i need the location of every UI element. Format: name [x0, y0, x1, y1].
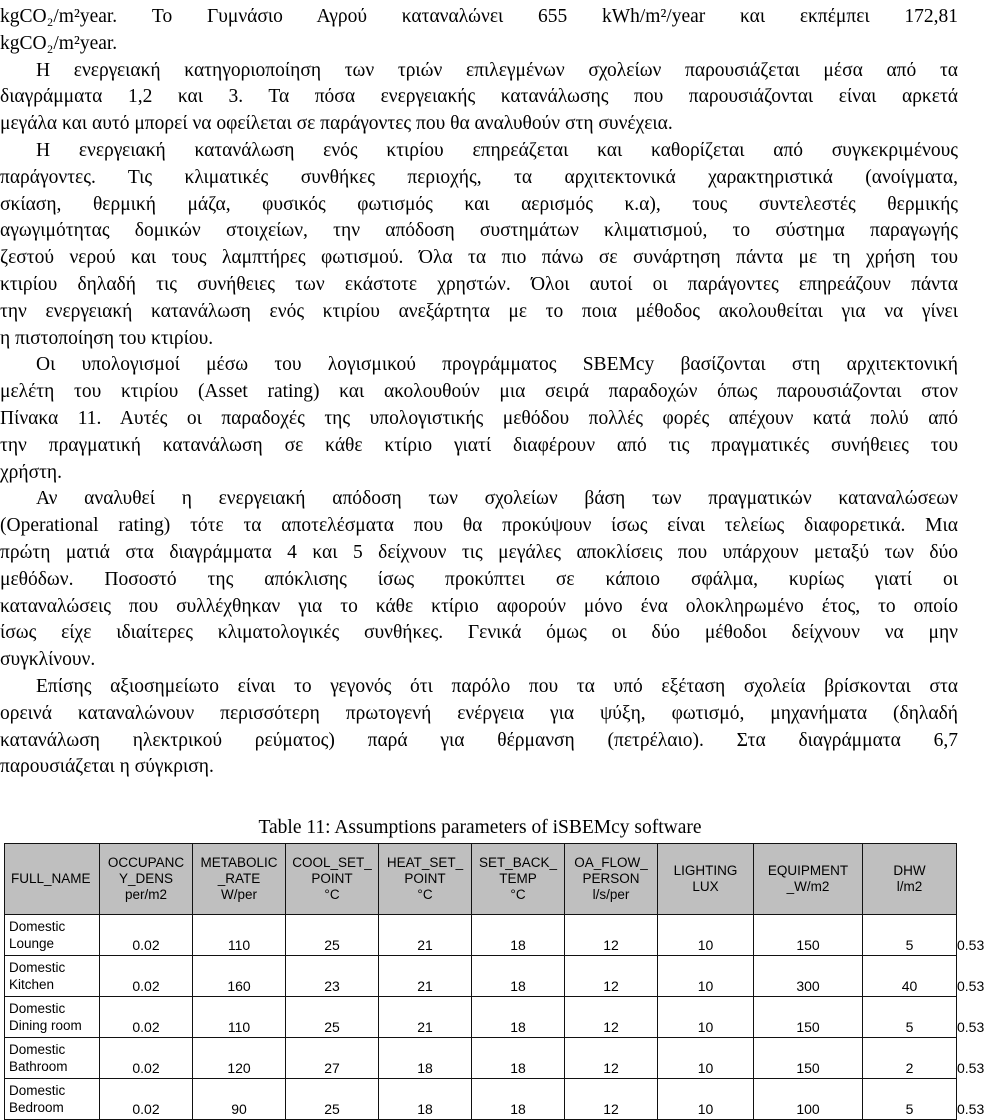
text-line: παράγοντες. Τις κλιματικές συνθήκες περιοχής, τα αρχιτεκτονικά χαρακτηριστικά (ανοίγματα,	[0, 166, 958, 188]
text-line: κατανάλωση ηλεκτρικού ρεύματος) παρά για θέρμανση (πετρέλαιο). Στα διαγράμματα 6,7	[0, 729, 958, 751]
column-header: LIGHTING LUX	[658, 844, 754, 915]
table-cell: 110	[193, 997, 286, 1038]
table-cell: 18	[472, 997, 565, 1038]
table-cell: 100	[754, 1079, 863, 1120]
body-text	[0, 4, 958, 781]
text-line: η πιστοποίηση του κτιρίου.	[0, 327, 214, 349]
table-cell: 5	[863, 1079, 957, 1120]
table-cell: 0.02	[100, 915, 193, 956]
text-line: Αν αναλυθεί η ενεργειακή απόδοση των σχολείων βάση των πραγματικών καταναλώσεων	[36, 488, 958, 510]
text-line: μεθόδων. Ποσοστό της απόκλισης ίσως προκύπτει σε κάποιο σφάλμα, κυρίως γιατί οι	[0, 568, 958, 590]
column-header: DHW l/m2	[863, 844, 957, 915]
text-line: την ενεργειακή κατανάλωση ενός κτιρίου ανεξάρτητα με το ποια μέθοδος ακολουθείται για να γίνει	[0, 300, 958, 322]
assumptions-table	[4, 843, 984, 1120]
table-cell: 25	[286, 915, 379, 956]
table-cell: 10	[658, 1079, 754, 1120]
table-cell: 5	[863, 997, 957, 1038]
column-header: FULL_NAME	[5, 844, 100, 915]
table-cell: 21	[379, 956, 472, 997]
table-cell: 12	[565, 956, 658, 997]
table-row: Domestic Lounge 0.02 110 25 21 18 12 10 150 5 0.53	[5, 915, 957, 956]
text-line: την πραγματική κατανάλωση σε κάθε κτίριο γιατί διαφέρουν από τις πραγματικές συνήθειες του	[0, 434, 958, 456]
column-header: OCCUPANC Y_DENS per/m2	[100, 844, 193, 915]
text-line: καταναλώσεις που συλλέχθηκαν για το κάθε κτίριο αφορούν μόνο ένα ολοκληρωμένο έτος, το οποίο	[0, 595, 958, 617]
table-cell: 2	[863, 1038, 957, 1079]
table-caption: Table 11: Assumptions parameters of iSBEMcy software	[258, 817, 702, 838]
text-line: Η ενεργειακή κατηγοριοποίηση των τριών επιλεγμένων σχολείων παρουσιάζεται μέσα από τα	[36, 59, 958, 81]
column-header: SET_BACK_ TEMP °C	[472, 844, 565, 915]
table-cell: 160	[193, 956, 286, 997]
table-cell: 18	[379, 1038, 472, 1079]
table-cell: 18	[472, 1038, 565, 1079]
table-row: Domestic Bedroom 0.02 90 25 18 18 12 10 100 5 0.53	[5, 1079, 957, 1120]
column-header: EQUIPMENT _W/m2	[754, 844, 863, 915]
table-cell: 0.02	[100, 1079, 193, 1120]
table-row: Domestic Dining room 0.02 110 25 21 18 12 10 150 5 0.53	[5, 997, 957, 1038]
table-cell: 10	[658, 915, 754, 956]
text-line: μεγάλα και αυτό μπορεί να οφείλεται σε παράγοντες που θα αναλυθούν στη συνέχεια.	[0, 113, 673, 135]
table-cell: 90	[193, 1079, 286, 1120]
table-cell: 27	[286, 1038, 379, 1079]
text-line: Πίνακα 11. Αυτές οι παραδοχές της υπολογιστικής μεθόδου πολλές φορές απέχουν κατά πολύ από	[0, 407, 958, 429]
text-line: μελέτη του κτιρίου (Asset rating) και ακολουθούν μια σειρά παραδοχών όπως παρουσιάζονται στον	[0, 381, 958, 403]
text-line: ορεινά καταναλώνουν περισσότερη πρωτογενή ενέργεια για ψύξη, φωτισμό, μηχανήματα (δηλαδή	[0, 702, 958, 724]
row-name-cell: Domestic Bathroom	[5, 1038, 100, 1079]
table-cell: 0.02	[100, 956, 193, 997]
text-line: πρώτη ματιά στα διαγράμματα 4 και 5 δείχνουν τις μεγάλες αποκλίσεις που υπάρχουν μεταξύ των δύο	[0, 541, 958, 563]
text-line: kgCO₂/m²year.	[0, 32, 118, 54]
table-cell: 10	[658, 956, 754, 997]
table-row: Domestic Kitchen 0.02 160 23 21 18 12 10 300 40 0.53	[5, 956, 957, 997]
table-cell: 150	[754, 997, 863, 1038]
table-cell: 10	[658, 1038, 754, 1079]
table-cell: 18	[472, 1079, 565, 1120]
table-cell: 40	[863, 956, 957, 997]
text-line: αγωγιμότητας δομικών στοιχείων, την απόδοση συστημάτων κλιματισμού, το σύστημα παραγωγής	[0, 220, 958, 242]
table-cell: 120	[193, 1038, 286, 1079]
text-line: Επίσης αξιοσημείωτο είναι το γεγονός ότι παρόλο που τα υπό εξέταση σχολεία βρίσκονται στα	[36, 675, 958, 697]
table-cell: 18	[379, 1079, 472, 1120]
table-cell: 18	[472, 956, 565, 997]
table-cell: 0.02	[100, 1038, 193, 1079]
text-line: ζεστού νερού και τους λαμπτήρες φωτισμού. Όλα τα πιο πάνω σε συνάρτηση πάντα με τη χρήση του	[0, 247, 958, 269]
table-cell: 150	[754, 915, 863, 956]
text-line: παρουσιάζεται η σύγκριση.	[0, 756, 214, 778]
row-name-cell: Domestic Kitchen	[5, 956, 100, 997]
table-cell: 110	[193, 915, 286, 956]
table-header-row	[5, 844, 957, 915]
table-cell: 12	[565, 997, 658, 1038]
text-line: κτιρίου δηλαδή τις συνήθειες των εκάστοτε χρηστών. Όλοι αυτοί οι παράγοντες επηρεάζουν πάντα	[0, 273, 958, 295]
table-cell: 12	[565, 915, 658, 956]
table-cell: 25	[286, 997, 379, 1038]
table-cell: 21	[379, 997, 472, 1038]
table-cell: 25	[286, 1079, 379, 1120]
table-body	[5, 915, 984, 1120]
column-header: OA_FLOW_ PERSON l/s/per	[565, 844, 658, 915]
table-cell: 150	[754, 1038, 863, 1079]
text-line: συγκλίνουν.	[0, 649, 96, 671]
column-header: HEAT_SET_ POINT °C	[379, 844, 472, 915]
text-line: σκίαση, θερμική μάζα, φυσικός φωτισμός και αερισμός κ.α), τους συντελεστές θερμικής	[0, 193, 958, 215]
text-line: διαγράμματα 1,2 και 3. Τα πόσα ενεργειακής κατανάλωσης που παρουσιάζονται είναι αρκετά	[0, 86, 958, 108]
row-name-cell: Domestic Bedroom	[5, 1079, 100, 1120]
text-line: (Operational rating) τότε τα αποτελέσματα που θα προκύψουν ίσως είναι τελείως διαφορετικά. Μια	[0, 515, 958, 537]
table-cell: 300	[754, 956, 863, 997]
table-cell: 0.02	[100, 997, 193, 1038]
text-line: ίσως είχε ιδιαίτερες κλιματολογικές συνθήκες. Γενικά όμως οι δύο μέθοδοι δείχνουν να μην	[0, 622, 958, 644]
column-header: COOL_SET_ POINT °C	[286, 844, 379, 915]
table-cell: 21	[379, 915, 472, 956]
assumptions-table-wrapper	[4, 843, 984, 1117]
text-line: kgCO₂/m²year. Το Γυμνάσιο Αγρού καταναλώνει 655 kWh/m²/year και εκπέμπει 172,81	[0, 6, 958, 27]
row-name-cell: Domestic Lounge	[5, 915, 100, 956]
text-line: Οι υπολογισμοί μέσω του λογισμικού προγράμματος SBEMcy βασίζονται στη αρχιτεκτονική	[36, 354, 958, 376]
table-row: Domestic Bathroom 0.02 120 27 18 18 12 10 150 2 0.53	[5, 1038, 957, 1079]
text-line: χρήστη.	[0, 461, 63, 483]
table-cell: 10	[658, 997, 754, 1038]
row-name-cell: Domestic Dining room	[5, 997, 100, 1038]
table-cell: 12	[565, 1079, 658, 1120]
column-header: METABOLIC _RATE W/per	[193, 844, 286, 915]
table-cell: 12	[565, 1038, 658, 1079]
table-cell: 23	[286, 956, 379, 997]
text-line: Η ενεργειακή κατανάλωση ενός κτιρίου επηρεάζεται και καθορίζεται από συγκεκριμένους	[36, 139, 958, 161]
table-cell: 5	[863, 915, 957, 956]
table-cell: 18	[472, 915, 565, 956]
